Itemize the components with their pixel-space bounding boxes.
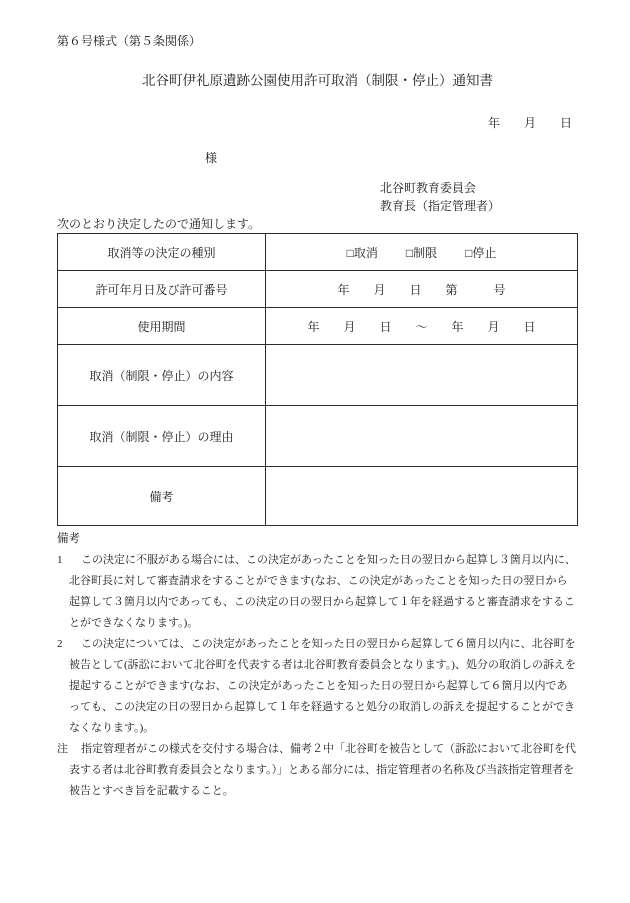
row-value: 年 月 日 ～ 年 月 日 [266,308,578,345]
row-value [266,345,578,406]
sender-title: 教育長（指定管理者） [380,199,501,213]
document-title: 北谷町伊礼原遺跡公園使用許可取消（制限・停止）通知書 [142,73,493,88]
note-item [57,634,578,739]
date-line: 年 月 日 [487,116,572,130]
table-row [58,271,578,308]
row-label: 取消（制限・停止）の理由 [58,406,266,467]
checkbox-option-cancel [347,244,378,261]
table-row [58,345,578,406]
table-row [58,308,578,345]
note-marker: 2 [57,638,63,650]
table-row [58,234,578,271]
addressee-line: 様 [205,151,218,165]
checkbox-icon: □ [346,245,354,260]
form-number: 第６号様式（第５条関係） [57,34,202,48]
table-row [58,467,578,526]
notice-table [57,233,578,526]
note-text: この決定については、この決定があったことを知った日の翌日から起算して６箇月以内に、北谷町を被告として(訴訟において北谷町を代表する者は北谷町教育委員会となります。)、処分の取消しの訴えを提起することができます(なお、この決定があったことを知った日の翌日から起算して６箇月以内であっても、この決定の日の翌日から起算して１年を経過すると処分の取消しの訴えを提起することができなくなります。)。 [69,638,576,734]
checkbox-icon: □ [405,245,414,260]
row-label: 使用期間 [58,308,266,345]
row-label: 備考 [58,467,266,526]
row-label: 許可年月日及び許可番号 [58,271,266,308]
notes-heading: 備考 [57,533,80,545]
checkbox-label: 取消 [353,245,378,260]
intro-line: 次のとおり決定したので通知します。 [57,217,261,231]
sender-block [380,179,578,215]
row-label: 取消等の決定の種別 [58,234,266,271]
checkbox-icon: □ [465,245,473,260]
note-text: この決定に不服がある場合には、この決定があったことを知った日の翌日から起算し３箇月以内に、北谷町長に対して審査請求をすることができます(なお、この決定があったことを知った日の翌日から起算して３箇月以内であっても、この決定の日の翌日から起算して１年を経過すると審査請求をすることができなくなります。)。 [69,554,576,629]
row-label: 取消（制限・停止）の内容 [58,345,266,406]
note-marker: 1 [57,554,63,566]
note-item [57,739,578,802]
row-value [266,234,578,271]
row-value: 年 月 日 第 号 [266,271,578,308]
row-value [266,406,578,467]
note-item [57,550,578,634]
checkbox-label: 制限 [413,245,438,260]
table-row [58,406,578,467]
notes-section [57,529,578,802]
checkbox-option-suspend [465,244,496,261]
note-text: 指定管理者がこの様式を交付する場合は、備考２中「北谷町を被告として（訴訟において北谷町を代表する者は北谷町教育委員会となります。）」とある部分には、指定管理者の名称及び当該指定管理者を被告とすべき旨を記載すること。 [69,743,576,797]
checkbox-label: 停止 [472,245,497,260]
note-marker: 注 [57,743,68,755]
decision-type-options [347,244,497,261]
checkbox-option-restrict [406,244,437,261]
sender-organization: 北谷町教育委員会 [380,181,477,195]
row-value [266,467,578,526]
